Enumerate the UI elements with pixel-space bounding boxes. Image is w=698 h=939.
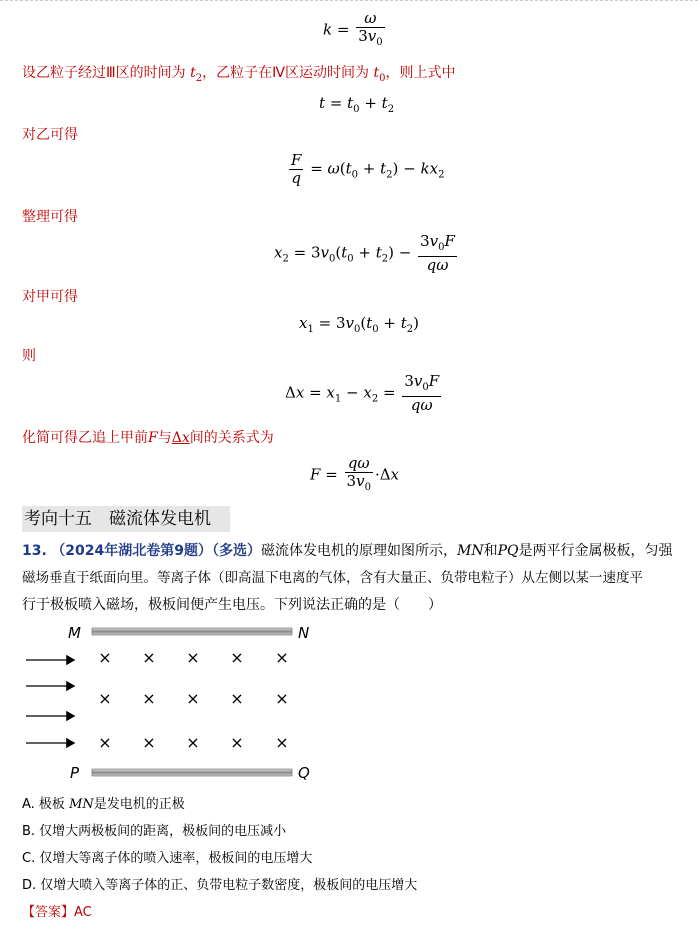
field-cross-mark: ×	[186, 648, 200, 667]
text-line-simplify: 化简可得乙追上甲前F与Δx间的关系式为	[22, 430, 274, 446]
field-cross-mark: ×	[230, 689, 244, 708]
plate-mn	[92, 628, 292, 635]
question-line-1: 13. （2024年湖北卷第9题）（多选）磁流体发电机的原理如图所示，MN和PQ是两平行金属极板，匀强	[22, 543, 673, 559]
plate-label-m: M	[68, 624, 81, 642]
field-cross-mark: ×	[142, 648, 156, 667]
equation-force-b: $\frac{F}{q}$ = $\omega(t_0 + t_2) - kx_2$	[291, 151, 445, 187]
plate-label-q: Q	[298, 764, 310, 782]
magnetic-field-marks	[98, 648, 288, 752]
option-b[interactable]: B. 仅增大两极板间的距离，极板间的电压减小	[22, 824, 287, 839]
field-cross-mark: ×	[98, 733, 112, 752]
equation-x2: $x_2 = 3v_0(t_0 + t_2)$ − $\frac{3v_0F}{q\omega}$	[274, 232, 455, 274]
text-line-then: 则	[22, 348, 36, 364]
plate-label-n: N	[298, 624, 310, 642]
field-cross-mark: ×	[230, 648, 244, 667]
field-cross-mark: ×	[275, 648, 289, 667]
field-cross-mark: ×	[186, 733, 200, 752]
field-cross-mark: ×	[275, 733, 289, 752]
field-cross-mark: ×	[98, 689, 112, 708]
field-cross-mark: ×	[275, 689, 289, 708]
equation-final-f: F = $\frac{q\omega}{3v_0}$ ·Δx	[310, 454, 400, 493]
field-cross-mark: ×	[186, 689, 200, 708]
text-line-for-b: 对乙可得	[22, 127, 78, 143]
question-line-3: 行于极板喷入磁场，极板间便产生电压。下列说法正确的是（ ）	[22, 597, 442, 613]
text-line-rearrange: 整理可得	[22, 209, 78, 225]
option-a[interactable]: A. 极板 MN是发电机的正极	[22, 797, 185, 812]
section-heading: 考向十五 磁流体发电机	[22, 506, 230, 532]
answer-line: 【答案】AC	[22, 905, 92, 920]
field-cross-mark: ×	[142, 733, 156, 752]
field-cross-mark: ×	[98, 648, 112, 667]
equation-x1: $x_1 = 3v_0(t_0 + t_2)$	[299, 314, 419, 335]
field-cross-mark: ×	[142, 689, 156, 708]
text-line-for-a: 对甲可得	[22, 289, 78, 305]
equation-t-sum: $t = t_0 + t_2$	[319, 94, 395, 115]
option-d[interactable]: D. 仅增大喷入等离子体的正、负带电粒子数密度，极板间的电压增大	[22, 878, 418, 893]
question-line-2: 磁场垂直于纸面向里。等离子体（即高温下电离的气体，含有大量正、负带电粒子）从左侧以某一速度平	[22, 570, 643, 586]
field-cross-mark: ×	[230, 733, 244, 752]
text-line-time-def: 设乙粒子经过Ⅲ区的时间为 $t_2$，乙粒子在Ⅳ区运动时间为 $t_0$，则上式中	[22, 65, 456, 84]
equation-k: k = $\frac{\omega}{3v_0}$	[323, 9, 383, 48]
plate-label-p: P	[70, 764, 80, 782]
plate-pq	[92, 769, 292, 776]
equation-delta-x: $\Delta x = x_1 - x_2$ = $\frac{3v_0F}{q\omega}$	[285, 372, 440, 414]
generator-diagram	[0, 618, 698, 788]
page-top-rule	[0, 0, 698, 1]
option-c[interactable]: C. 仅增大等离子体的喷入速率，极板间的电压增大	[22, 851, 313, 866]
